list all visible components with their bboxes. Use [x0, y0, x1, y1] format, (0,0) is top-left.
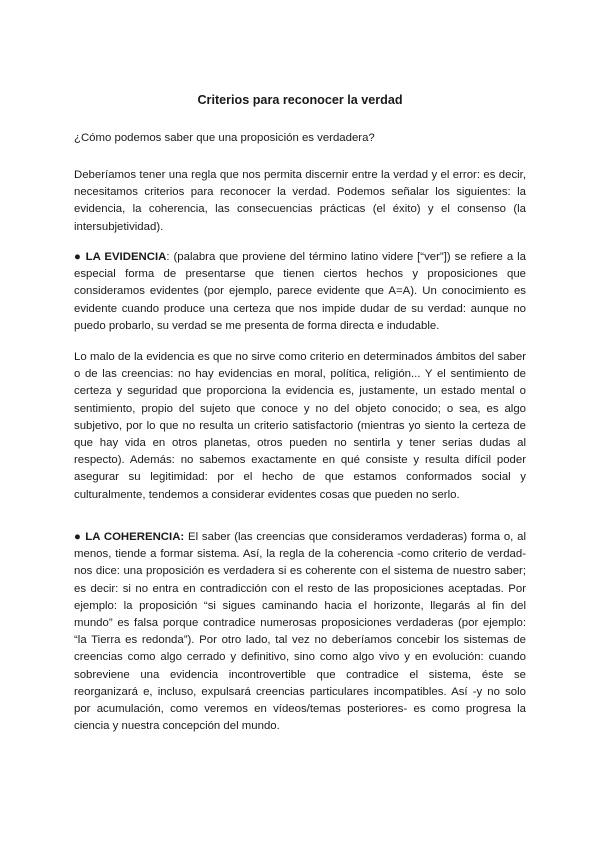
bullet-icon: ● — [74, 531, 86, 543]
bullet-icon: ● — [74, 251, 86, 263]
intro-question: ¿Cómo podemos saber que una proposición es verdadera? — [74, 132, 375, 144]
evidencia-problem-paragraph: Lo malo de la evidencia es que no sirve como criterio en determinados ámbitos del saber o de las creencias: no hay evidencias en moral, política, religión... Y el sentimiento de certeza y seguridad que proporciona la evidencia es, justamente, un estado mental o sentimiento, propio del sujeto que conoce y no del objeto conocido; o sea, es algo subjetivo, por lo que no resulta un criterio satisfactorio (mientras yo siento la certeza de que hay vida en otros planetas, otros pueden no sentirla y tener serias dudas al respecto). Además: no sabemos exactamente en qué consiste y resulta difícil poder asegurar su legitimidad: por el hecho de que estamos conformados social y culturalmente, tendemos a considerar evidentes cosas que pueden no serlo. — [74, 351, 526, 501]
page-title: Criterios para reconocer la verdad — [197, 93, 403, 107]
coherencia-heading: LA COHERENCIA: — [85, 531, 185, 543]
coherencia-paragraph — [74, 529, 526, 735]
evidencia-heading: LA EVIDENCIA — [85, 251, 167, 263]
evidencia-text: : (palabra que proviene del término latino videre [“ver”]) se refiere a la especial forma de presentarse que tienen ciertos hechos y proposiciones que consideramos evidentes (por ejemplo, parece evidente que A=A). Un conocimiento es evidente cuando produce una certeza que nos impide dudar de su verdad: aunque no puedo probarlo, su verdad se me presenta de forma directa e indudable. — [74, 251, 527, 332]
coherencia-text: El saber (las creencias que consideramos verdaderas) forma o, al menos, tiende a formar sistema. Así, la regla de la coherencia -como criterio de verdad- nos dice: una proposición es verdadera si es coherente con el sistema de nuestro saber; es decir: si no entra en contradicción con el resto de las proposiciones aceptadas. Por ejemplo: la proposición “si sigues caminando hacia el horizonte, llegarás al fin del mundo” es falsa porque contradice numerosas proposiciones verdaderas (por ejemplo: “la Tierra es redonda”). Por otro lado, tal vez no deberíamos concebir los sistemas de creencias como algo cerrado y definitivo, sino como algo vivo y en evolución: cuando sobreviene una evidencia incontrovertible que contradice el sistema, éste se reorganizará e, incluso, expulsará creencias particulares incompatibles. Así -y no solo por acumulación, como veremos en vídeos/temas posteriores- es como progresa la ciencia y nuestra concepción del mundo. — [74, 531, 527, 733]
evidencia-paragraph — [74, 249, 526, 335]
intro-paragraph: Deberíamos tener una regla que nos permita discernir entre la verdad y el error: es decir, necesitamos criterios para reconocer la verdad. Podemos señalar los siguientes: la evidencia, la coherencia, las consecuencias prácticas (el éxito) y el consenso (la intersubjetividad). — [74, 169, 526, 233]
